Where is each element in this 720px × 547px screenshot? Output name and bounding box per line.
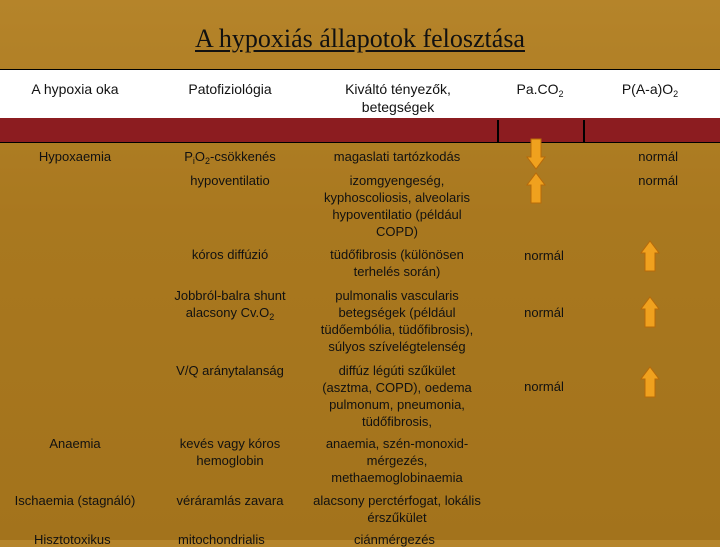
row1-trigger: magaslati tartózkodás <box>333 149 461 164</box>
row3-trigger: tüdőfibrosis (különösen terhelés során) <box>330 247 464 279</box>
row2-aa: normál <box>638 173 678 188</box>
row6-cause: Anaemia <box>49 436 101 451</box>
column-divider <box>497 120 499 142</box>
arrow-down-icon <box>526 138 546 170</box>
row5-pathophysiology: V/Q aránytalanság <box>176 363 284 378</box>
row8-cause: Hisztotoxikus <box>34 532 111 547</box>
row1-aa: normál <box>638 149 678 164</box>
header-strip <box>0 118 720 142</box>
arrow-up-icon <box>640 296 660 328</box>
header-triggers: Kiváltó tényezők, betegségek <box>345 81 451 115</box>
row1-cause: Hypoxaemia <box>38 149 112 164</box>
row5-trigger: diffúz légúti szűkület (asztma, COPD), oedema pulmonum, pneumonia, tüdőfibrosis, <box>322 363 472 429</box>
header-pathophysiology: Patofiziológia <box>188 81 272 97</box>
row5-paco2: normál <box>524 379 564 394</box>
row2-pathophysiology: hypoventilatio <box>190 173 270 188</box>
row4-pathophysiology: Jobbról-balra shunt alacsony $Cv.O_2$ <box>174 288 286 322</box>
row7-cause: Ischaemia (stagnáló) <box>14 493 136 508</box>
row7-pathophysiology: véráramlás zavara <box>176 493 284 508</box>
row6-trigger: anaemia, szén-monoxid-mérgezés, methaemoglobinaemia <box>325 436 469 485</box>
arrow-up-icon <box>526 172 546 204</box>
row6-pathophysiology: kevés vagy kóros hemoglobin <box>179 436 281 468</box>
row2-trigger: izomgyengeség, kyphoscoliosis, alveolaris hypoventilatio (például COPD) <box>324 173 470 239</box>
row4-paco2: normál <box>524 305 564 320</box>
row3-pathophysiology: kóros diffúzió <box>191 247 269 262</box>
row8-trigger: ciánmérgezés <box>354 532 435 547</box>
row1-pathophysiology: $P_iO_2$-csökkenés <box>184 149 276 166</box>
header-paco2: $Pa.CO_2$ <box>516 81 564 99</box>
row3-paco2: normál <box>524 248 564 263</box>
header-bottom-border <box>0 142 720 143</box>
header-cause: A hypoxia oka <box>31 81 119 97</box>
row8-pathophysiology: mitochondrialis <box>178 532 265 547</box>
slide-title: A hypoxiás állapotok felosztása <box>195 24 525 53</box>
arrow-up-icon <box>640 366 660 398</box>
arrow-up-icon <box>640 240 660 272</box>
header-aa-gradient: $P(A-a)O_2$ <box>621 81 679 99</box>
table-top-border <box>0 69 720 70</box>
column-divider <box>583 120 585 142</box>
row4-trigger: pulmonalis vascularis betegségek (például tüdőembólia, tüdőfibrosis), súlyos szívelégtelenség <box>320 288 474 354</box>
row7-trigger: alacsony perctérfogat, lokális érszűkület <box>313 493 481 525</box>
